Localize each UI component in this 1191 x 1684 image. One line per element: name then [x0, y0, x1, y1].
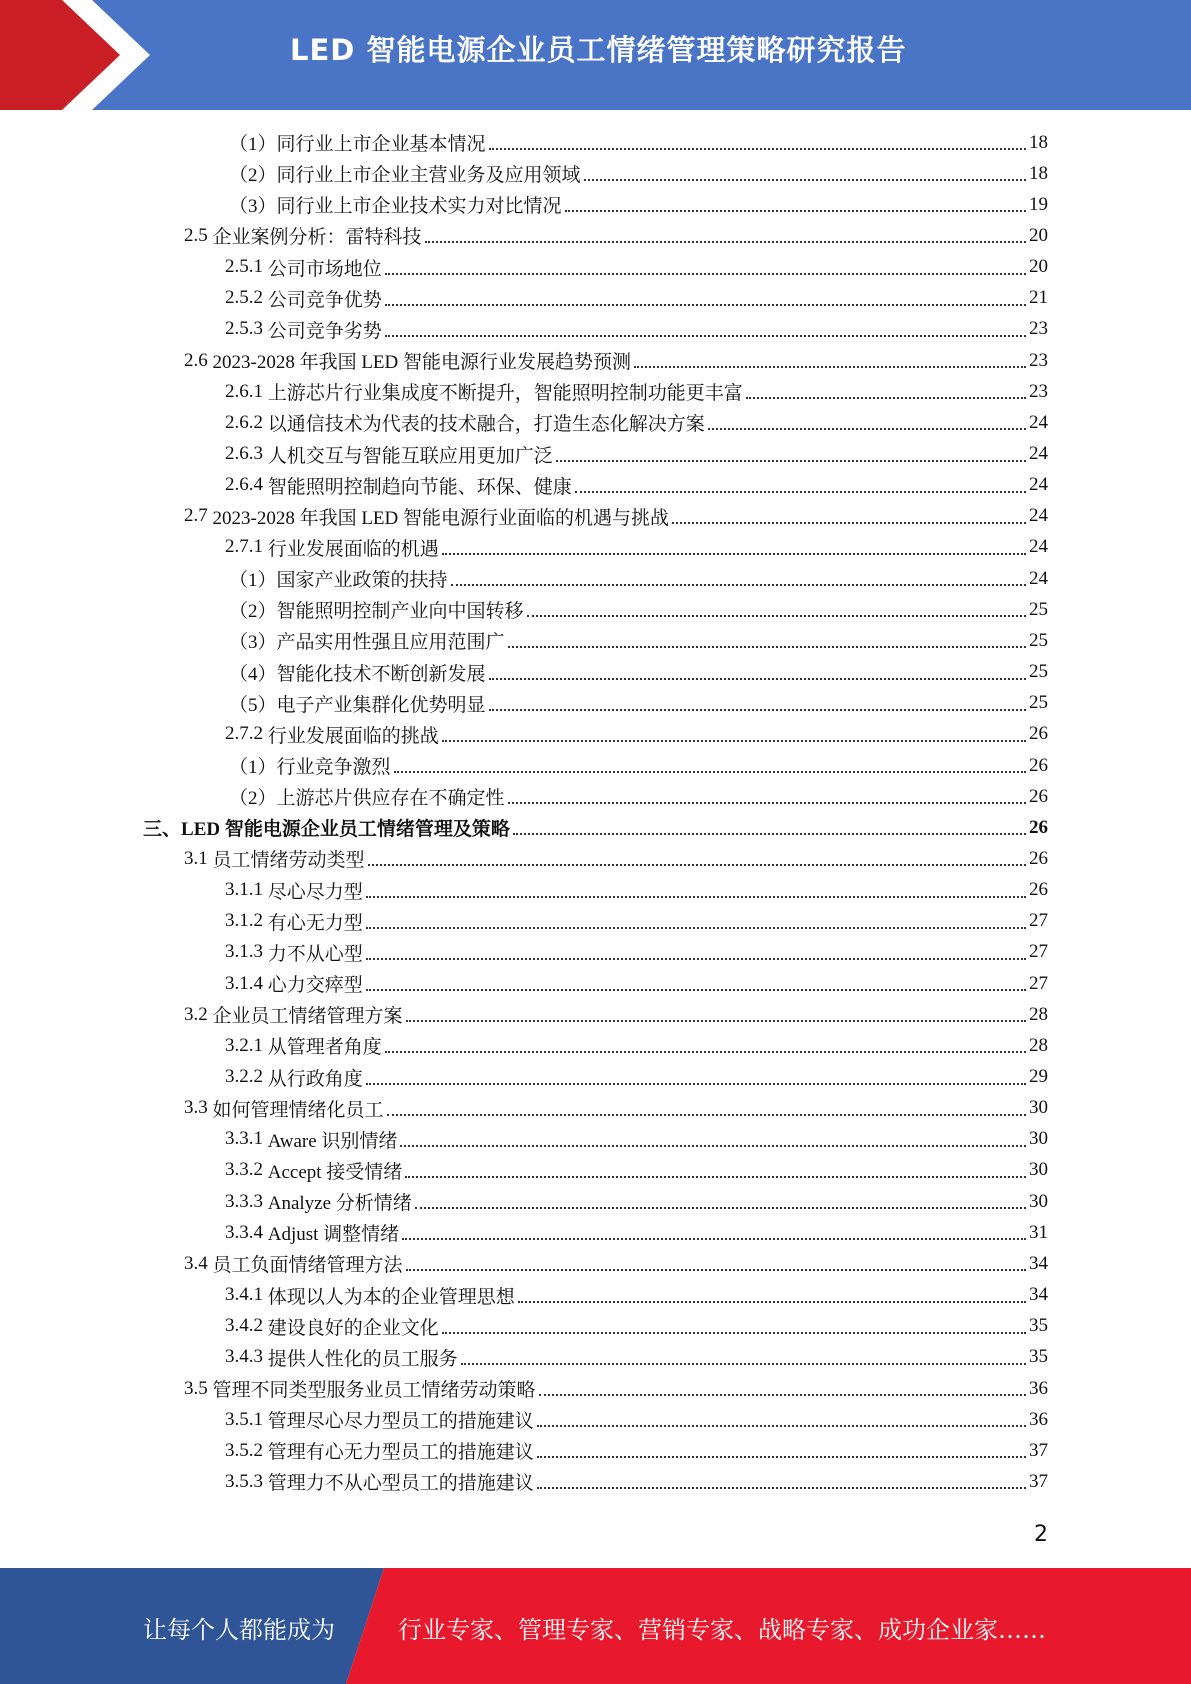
- toc-entry[interactable]: [225, 1342, 1048, 1373]
- toc-entry-page: 26: [1029, 816, 1048, 838]
- toc-entry[interactable]: [184, 1093, 1048, 1124]
- toc-entry-title: 公司竞争劣势: [267, 320, 382, 342]
- toc-dot-leader: [518, 1300, 1026, 1303]
- toc-dot-leader: [708, 427, 1026, 430]
- toc-dot-leader: [385, 1050, 1026, 1053]
- toc-entry-page: 25: [1029, 661, 1048, 683]
- toc-entry-page: 29: [1029, 1066, 1048, 1087]
- toc-entry-page: 24: [1029, 474, 1048, 496]
- toc-entry-page: 24: [1029, 411, 1048, 433]
- toc-entry-title: Accept 接受情绪: [267, 1161, 403, 1183]
- toc-entry-number: 3.1.3: [225, 941, 268, 963]
- toc-dot-leader: [366, 1082, 1026, 1085]
- toc-entry-page: 36: [1029, 1408, 1048, 1430]
- toc-entry[interactable]: [225, 1311, 1048, 1342]
- toc-entry[interactable]: [229, 688, 1048, 719]
- toc-dot-leader: [539, 1393, 1026, 1396]
- toc-entry-number: 2.6.3: [225, 443, 268, 464]
- toc-entry[interactable]: [225, 968, 1048, 999]
- toc-entry[interactable]: [225, 283, 1048, 314]
- toc-entry-number: 三、: [143, 819, 182, 841]
- toc-dot-leader: [527, 614, 1026, 617]
- toc-entry-number: 2.6.2: [225, 411, 268, 433]
- toc-dot-leader: [400, 1144, 1026, 1147]
- toc-entry[interactable]: [184, 345, 1048, 376]
- toc-entry-number: （1）: [229, 570, 277, 592]
- toc-entry-page: 23: [1029, 349, 1048, 371]
- toc-entry-title: 智能化技术不断创新发展: [276, 663, 486, 685]
- toc-entry-number: 2.5.1: [225, 256, 268, 278]
- toc-entry[interactable]: [225, 875, 1048, 906]
- toc-entry-number: 3.5.1: [225, 1408, 268, 1430]
- toc-entry-page: 25: [1029, 629, 1048, 651]
- toc-entry-title: 智能照明控制产业向中国转移: [276, 601, 524, 623]
- toc-entry-page: 27: [1029, 972, 1048, 994]
- toc-dot-leader: [366, 895, 1026, 898]
- toc-entry-page: 19: [1029, 193, 1048, 215]
- toc-entry-title: 心力交瘁型: [267, 975, 363, 997]
- toc-entry-title: 管理力不从心型员工的措施建议: [267, 1473, 534, 1495]
- toc-entry[interactable]: [225, 1404, 1048, 1435]
- toc-entry-number: 2.7: [184, 505, 213, 527]
- toc-entry-title: 2023-2028 年我国 LED 智能电源行业面临的机遇与挑战: [212, 507, 670, 529]
- toc-entry-title: 产品实用性强且应用范围广: [276, 632, 505, 654]
- toc-entry-page: 30: [1029, 1128, 1048, 1150]
- toc-dot-leader: [442, 739, 1026, 742]
- toc-entry-number: 2.6.1: [225, 380, 268, 402]
- toc-dot-leader: [406, 1268, 1026, 1271]
- toc-entry-title: 国家产业政策的扶持: [276, 570, 448, 592]
- toc-dot-leader: [508, 801, 1026, 804]
- toc-entry-number: 2.6.4: [225, 474, 268, 496]
- toc-entry-page: 35: [1029, 1315, 1048, 1337]
- toc-entry-title: 企业员工情绪管理方案: [212, 1006, 403, 1028]
- toc-entry-number: （2）: [229, 601, 277, 623]
- toc-dot-leader: [565, 209, 1026, 212]
- toc-entry-page: 30: [1029, 1190, 1048, 1212]
- toc-entry[interactable]: [229, 563, 1048, 594]
- toc-entry-page: 28: [1029, 1003, 1048, 1025]
- toc-dot-leader: [405, 1175, 1026, 1178]
- toc-entry-title: 如何管理情绪化员工: [212, 1099, 384, 1121]
- toc-entry-title: 有心无力型: [267, 912, 363, 934]
- toc-entry[interactable]: [184, 220, 1048, 251]
- toc-dot-leader: [537, 1424, 1026, 1427]
- toc-entry-number: 3.3.3: [225, 1190, 268, 1212]
- toc-entry[interactable]: [225, 1030, 1048, 1061]
- toc-entry-number: 3.1.1: [225, 879, 268, 901]
- toc-dot-leader: [368, 863, 1026, 866]
- toc-entry[interactable]: [225, 252, 1048, 283]
- toc-entry-number: （2）: [229, 165, 277, 187]
- toc-dot-leader: [513, 832, 1026, 835]
- toc-dot-leader: [451, 583, 1026, 586]
- report-title: LED 智能电源企业员工情绪管理策略研究报告: [290, 33, 907, 67]
- toc-entry[interactable]: [225, 1062, 1048, 1093]
- toc-entry[interactable]: [225, 1435, 1048, 1466]
- toc-entry-number: （4）: [229, 663, 277, 685]
- toc-entry[interactable]: [229, 594, 1048, 625]
- toc-entry-page: 34: [1029, 1252, 1048, 1274]
- toc-dot-leader: [415, 1206, 1026, 1209]
- toc-entry-title: LED 智能电源企业员工情绪管理及策略: [181, 819, 510, 841]
- toc-entry-number: 3.5: [184, 1377, 213, 1399]
- toc-entry-page: 26: [1029, 847, 1048, 869]
- toc-entry[interactable]: [225, 1186, 1048, 1217]
- toc-entry-title: 同行业上市企业技术实力对比情况: [276, 196, 562, 218]
- page-footer: [0, 1568, 1191, 1684]
- toc-entry-page: 23: [1029, 318, 1048, 340]
- toc-entry-title: 企业案例分析：雷特科技: [212, 227, 422, 249]
- toc-entry[interactable]: [184, 843, 1048, 874]
- toc-entry-title: 管理尽心尽力型员工的措施建议: [267, 1411, 534, 1433]
- toc-dot-leader: [537, 1486, 1026, 1489]
- toc-entry-number: 3.1.2: [225, 910, 268, 932]
- toc-entry-page: 35: [1029, 1346, 1048, 1368]
- toc-entry-number: 2.7.1: [225, 536, 268, 558]
- toc-entry[interactable]: [225, 376, 1048, 407]
- toc-dot-leader: [461, 1362, 1026, 1365]
- toc-entry[interactable]: [225, 719, 1048, 750]
- toc-entry-number: 2.5.3: [225, 318, 268, 340]
- toc-entry-number: （1）: [229, 757, 277, 778]
- toc-entry-title: 公司竞争优势: [267, 289, 382, 311]
- toc-entry[interactable]: [225, 1466, 1048, 1497]
- toc-entry-page: 18: [1029, 162, 1048, 184]
- toc-entry-number: 2.7.2: [225, 723, 268, 745]
- toc-dot-leader: [385, 303, 1026, 306]
- toc-entry-title: 上游芯片行业集成度不断提升，智能照明控制功能更丰富: [267, 383, 743, 405]
- toc-entry-page: 34: [1029, 1284, 1048, 1306]
- page-header: [0, 0, 1191, 110]
- toc-entry[interactable]: [229, 781, 1048, 812]
- toc-dot-leader: [556, 459, 1026, 462]
- toc-entry-page: 36: [1029, 1377, 1048, 1399]
- toc-entry-number: 3.3: [184, 1097, 213, 1119]
- toc-entry-page: 18: [1029, 131, 1048, 153]
- toc-entry[interactable]: [143, 812, 1048, 843]
- toc-entry[interactable]: [225, 1124, 1048, 1155]
- toc-entry-number: 3.3.1: [225, 1128, 268, 1150]
- toc-dot-leader: [634, 365, 1026, 368]
- toc-entry-page: 24: [1029, 536, 1048, 558]
- toc-entry[interactable]: [229, 657, 1048, 688]
- toc-entry-page: 23: [1029, 380, 1048, 402]
- toc-entry-title: 员工负面情绪管理方法: [212, 1255, 403, 1277]
- toc-entry-title: 行业竞争激烈: [276, 757, 391, 778]
- toc-entry-number: 3.2.1: [225, 1034, 268, 1056]
- toc-entry-page: 24: [1029, 505, 1048, 527]
- toc-entry[interactable]: [225, 906, 1048, 937]
- toc-dot-leader: [672, 521, 1026, 524]
- toc-entry-title: 智能照明控制趋向节能、环保、健康: [267, 476, 572, 498]
- toc-entry-title: 从管理者角度: [267, 1037, 382, 1059]
- toc-entry-number: 3.1.4: [225, 972, 268, 994]
- toc-entry-page: 26: [1029, 879, 1048, 901]
- toc-entry-page: 25: [1029, 598, 1048, 620]
- toc-entry-title: 建设良好的企业文化: [267, 1317, 439, 1339]
- toc-entry-title: 力不从心型: [267, 943, 363, 965]
- toc-entry-number: （2）: [229, 788, 277, 810]
- toc-entry-title: 同行业上市企业主营业务及应用领域: [276, 165, 581, 187]
- toc-dot-leader: [366, 926, 1026, 929]
- toc-entry-number: （1）: [229, 134, 277, 155]
- toc-entry-page: 26: [1029, 754, 1048, 776]
- toc-entry-number: 3.5.3: [225, 1470, 268, 1492]
- toc-entry[interactable]: [184, 1373, 1048, 1404]
- toc-entry-title: 尽心尽力型: [267, 881, 363, 903]
- toc-entry[interactable]: [225, 1280, 1048, 1311]
- toc-entry-page: 24: [1029, 443, 1048, 464]
- toc-entry-page: 20: [1029, 256, 1048, 278]
- toc-entry-title: 同行业上市企业基本情况: [276, 134, 486, 155]
- toc-entry-number: 3.5.2: [225, 1439, 268, 1461]
- toc-dot-leader: [489, 708, 1026, 711]
- toc-entry[interactable]: [225, 532, 1048, 563]
- toc-dot-leader: [442, 1331, 1026, 1334]
- toc-dot-leader: [425, 240, 1026, 243]
- toc-entry[interactable]: [229, 625, 1048, 656]
- toc-entry-page: 37: [1029, 1439, 1048, 1461]
- toc-entry-title: 人机交互与智能互联应用更加广泛: [267, 445, 553, 467]
- toc-dot-leader: [746, 396, 1026, 399]
- toc-entry-number: 3.2: [184, 1003, 213, 1025]
- toc-entry-page: 31: [1029, 1221, 1048, 1243]
- toc-entry-title: 管理不同类型服务业员工情绪劳动策略: [212, 1380, 536, 1401]
- toc-dot-leader: [385, 272, 1026, 275]
- toc-dot-leader: [366, 957, 1026, 960]
- toc-entry[interactable]: [225, 937, 1048, 968]
- toc-dot-leader: [508, 645, 1026, 648]
- toc-entry-title: 管理有心无力型员工的措施建议: [267, 1442, 534, 1464]
- toc-entry-number: （3）: [229, 196, 277, 218]
- toc-entry[interactable]: [225, 407, 1048, 438]
- toc-entry-title: 行业发展面临的挑战: [267, 725, 439, 747]
- toc-dot-leader: [394, 770, 1026, 773]
- toc-entry-page: 27: [1029, 910, 1048, 932]
- toc-entry-title: 从行政角度: [267, 1068, 363, 1090]
- toc-entry[interactable]: [225, 1155, 1048, 1186]
- toc-entry[interactable]: [184, 999, 1048, 1030]
- toc-entry-page: 28: [1029, 1034, 1048, 1056]
- toc-entry-page: 20: [1029, 224, 1048, 246]
- toc-entry-title: 上游芯片供应存在不确定性: [276, 788, 505, 810]
- toc-entry[interactable]: [229, 127, 1048, 158]
- toc-entry-page: 27: [1029, 941, 1048, 963]
- toc-dot-leader: [366, 988, 1026, 991]
- toc-entry[interactable]: [184, 501, 1048, 532]
- toc-entry-title: 电子产业集群化优势明显: [276, 694, 486, 716]
- toc-entry-page: 37: [1029, 1470, 1048, 1492]
- toc-dot-leader: [387, 1113, 1026, 1116]
- toc-entry-page: 30: [1029, 1097, 1048, 1119]
- toc-entry-number: 2.5: [184, 224, 213, 246]
- toc-dot-leader: [406, 1019, 1026, 1022]
- toc-entry-number: （5）: [229, 694, 277, 716]
- footer-slogan-right: 行业专家、管理专家、营销专家、战略专家、成功企业家……: [398, 1616, 1046, 1644]
- toc-entry[interactable]: [229, 158, 1048, 189]
- toc-entry-page: 25: [1029, 692, 1048, 714]
- toc-dot-leader: [489, 147, 1026, 150]
- toc-entry[interactable]: [225, 439, 1048, 470]
- toc-dot-leader: [575, 490, 1026, 493]
- toc-dot-leader: [489, 677, 1026, 680]
- toc-entry-title: 以通信技术为代表的技术融合，打造生态化解决方案: [267, 414, 705, 436]
- toc-dot-leader: [537, 1455, 1026, 1458]
- toc-entry-title: 行业发展面临的机遇: [267, 538, 439, 560]
- toc-entry-title: Aware 识别情绪: [267, 1130, 398, 1152]
- toc-entry-number: 3.4: [184, 1252, 213, 1274]
- toc-entry-page: 24: [1029, 567, 1048, 589]
- toc-entry-title: 员工情绪劳动类型: [212, 850, 365, 872]
- toc-entry-page: 26: [1029, 723, 1048, 745]
- toc-entry-number: 2.5.2: [225, 287, 268, 309]
- toc-entry-number: 2.6: [184, 349, 213, 371]
- toc-entry[interactable]: [184, 1248, 1048, 1279]
- toc-entry-title: Adjust 调整情绪: [267, 1224, 400, 1246]
- toc-entry-title: 体现以人为本的企业管理思想: [267, 1286, 515, 1308]
- toc-entry[interactable]: [229, 189, 1048, 220]
- toc-entry-number: 3.4.1: [225, 1284, 268, 1306]
- toc-dot-leader: [402, 1237, 1026, 1240]
- toc-entry-title: 2023-2028 年我国 LED 智能电源行业发展趋势预测: [212, 352, 632, 374]
- toc-dot-leader: [385, 334, 1026, 337]
- toc-entry-number: 3.3.2: [225, 1159, 268, 1181]
- toc-entry-page: 30: [1029, 1159, 1048, 1181]
- toc-entry[interactable]: [225, 314, 1048, 345]
- toc-entry-number: （3）: [229, 632, 277, 654]
- toc-entry[interactable]: [225, 470, 1048, 501]
- toc-entry-page: 21: [1029, 287, 1048, 309]
- toc-entry-title: Analyze 分析情绪: [267, 1193, 412, 1215]
- toc-entry-number: 3.1: [184, 847, 213, 869]
- toc-entry-number: 3.4.2: [225, 1315, 268, 1337]
- toc-entry-number: 3.2.2: [225, 1066, 268, 1087]
- toc-entry-number: 3.4.3: [225, 1346, 268, 1368]
- footer-slogan-left: 让每个人都能成为: [143, 1616, 335, 1644]
- toc-dot-leader: [442, 552, 1026, 555]
- page-number: 2: [1034, 1522, 1048, 1547]
- toc-entry[interactable]: [225, 1217, 1048, 1248]
- toc-entry-number: 3.3.4: [225, 1221, 268, 1243]
- toc-entry[interactable]: [229, 750, 1048, 781]
- toc-entry-title: 提供人性化的员工服务: [267, 1348, 458, 1370]
- toc-dot-leader: [584, 178, 1026, 181]
- toc-entry-title: 公司市场地位: [267, 258, 382, 280]
- toc-entry-page: 26: [1029, 785, 1048, 807]
